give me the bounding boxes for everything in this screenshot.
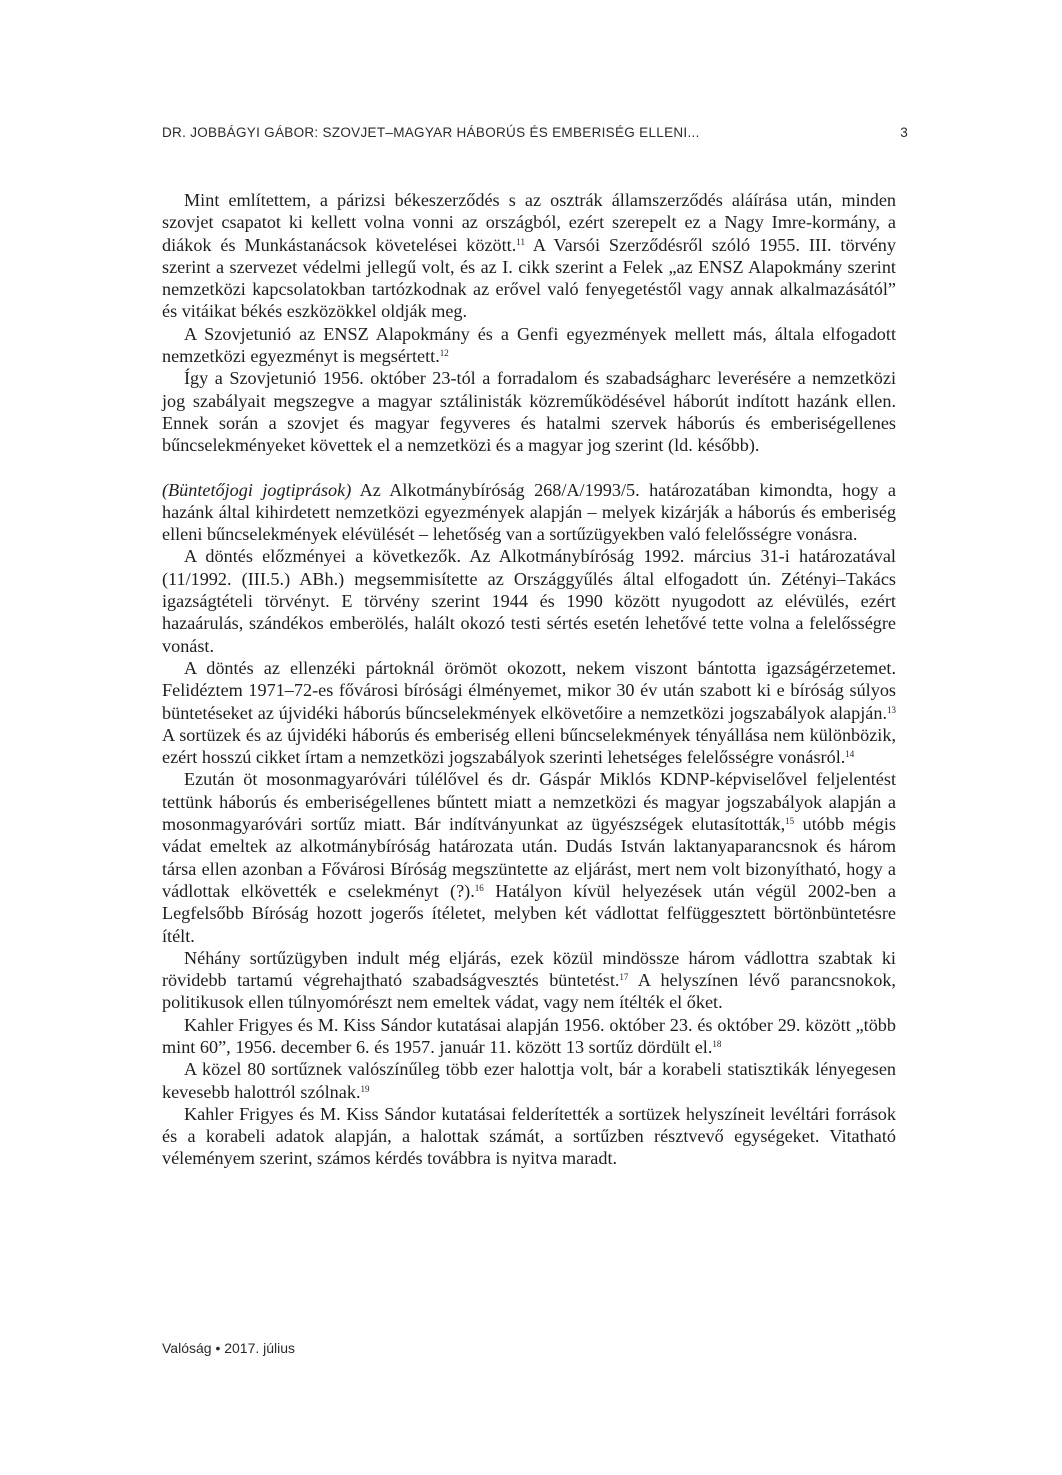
paragraph: A döntés az ellenzéki pártoknál örömöt okozott, nekem viszont bántotta igazságérzetemet. Felidéztem 1971–72-es fővárosi bírósági élményemet, mikor 30 év után szabott ki e bíróság súlyos büntetéseket az újvidéki háborús bűncselekmények elkövetőire a nemzetközi jogszabályok alapján.$^{13}$ A sortüzek és az újvidéki háborús és emberiség elleni bűncselekmények tényállása nem különbözik, ezért hosszú cikket írtam a nemzetközi jogszabályok szerinti lehetséges felelősségre vonásról.$^{14}$ <box>162 657 896 768</box>
paragraph: Ezután öt mosonmagyaróvári túlélővel és dr. Gáspár Miklós KDNP-képviselővel feljelentést tettünk háborús és emberiségellenes bűntett miatt a nemzetközi és magyar jogszabályok alapján a mosonmagyaróvári sortűz miatt. Bár indítványunkat az ügyészségek elutasították,$^{15}$ utóbb mégis vádat emeltek az alkotmánybíróság határozata után. Dudás István laktanyaparancsnok és három társa ellen azonban a Fővárosi Bíróság megszüntette az eljárást, mert nem volt bizonyítható, hogy a vádlottak elkövették e cselekményt (?).$^{16}$ Hatályon kívül helyezések után végül 2002-ben a Legfelsőbb Bíróság hozott jogerős ítéletet, melyben két vádlottat felfüggesztett börtönbüntetésre ítélt. <box>162 769 897 946</box>
footnote-ref[interactable]: 16 <box>474 882 484 893</box>
paragraph: A közel 80 sortűznek valószínűleg több ezer halottja volt, bár a korabeli statisztikák lényegesen kevesebb halottról szólnak.$^{19}$ <box>162 1059 896 1102</box>
paragraph: Kahler Frigyes és M. Kiss Sándor kutatásai felderítették a sortüzek helyszíneit levéltári források és a korabeli adatok alapján, a halottak számát, a sortűzben résztvevő egységeket. Vitatható véleményem szerint, számos kérdés továbbra is nyitva maradt. <box>162 1103 896 1169</box>
article-body <box>162 189 896 1170</box>
footnote-ref[interactable]: 12 <box>439 348 449 359</box>
paragraph: Mint említettem, a párizsi békeszerződés s az osztrák államszerződés aláírása után, minden szovjet csapatot ki kellett volna vonni az országból, ezért szerepelt ez a Nagy Imre-kormány, a diákok és Munkástanácsok követelései között.$^{11}$ A Varsói Szerződésről szóló 1955. III. törvény szerint a szervezet védelmi jellegű volt, és az I. cikk szerint a Felek „az ENSZ Alapokmány szerint nemzetközi kapcsolatokban tartózkodnak az erővel való fenyegetéstől vagy annak alkalmazásától” és vitáikat békés eszközökkel oldják meg. <box>162 190 896 322</box>
footnote-ref[interactable]: 14 <box>845 749 855 760</box>
footnote-ref[interactable]: 11 <box>516 236 525 247</box>
paragraph: A döntés előzményei a következők. Az Alkotmánybíróság 1992. március 31-i határozatával (11/1992. (III.5.) ABh.) megsemmisítette az Országgyűlés által elfogadott ún. Zétényi–Takács igazságtételi törvényt. E törvény szerint 1944 és 1990 között nyugodott az elévülés, ezért hazaárulás, szándékos emberölés, halált okozó testi sértés esetén lehetővé tette volna a felelősségre vonást. <box>162 546 896 656</box>
paragraph: Néhány sortűzügyben indult még eljárás, ezek közül mindössze három vádlottra szabtak ki rövidebb tartamú végrehajtható szabadságvesztés büntetést.$^{17}$ A helyszínen lévő parancsnokok, politikusok ellen túlnyomórészt nem emeltek vádat, vagy nem ítélték el őket. <box>162 947 896 1013</box>
footnote-ref[interactable]: 19 <box>360 1083 370 1094</box>
footnote-ref[interactable]: 15 <box>785 816 795 827</box>
running-header <box>162 125 908 145</box>
footnote-ref[interactable]: 17 <box>619 972 629 983</box>
running-title: DR. JOBBÁGYI GÁBOR: SZOVJET–MAGYAR HÁBORÚS ÉS EMBERISÉG ELLENI... <box>162 125 700 140</box>
footnote-ref[interactable]: 18 <box>712 1038 722 1049</box>
paragraph: A Szovjetunió az ENSZ Alapokmány és a Genfi egyezmények mellett más, általa elfogadott nemzetközi egyezményt is megsértett.$^{12}$ <box>162 323 896 367</box>
paragraph: Így a Szovjetunió 1956. október 23-tól a forradalom és szabadságharc leverésére a nemzetközi jog szabályait megszegve a magyar sztálinisták közreműködésével háborút indított hazánk ellen. Ennek során a szovjet és magyar fegyveres és hatalmi szervek háborús és emberiségellenes bűncselekményeket követtek el a nemzetközi és a magyar jog szerint (ld. később). <box>162 368 896 456</box>
paragraph: Kahler Frigyes és M. Kiss Sándor kutatásai alapján 1956. október 23. és október 29. között „több mint 60”, 1956. december 6. és 1957. január 11. között 13 sortűz dördült el.$^{18}$ <box>162 1014 896 1057</box>
footnote-ref[interactable]: 13 <box>887 704 896 715</box>
page-number: 3 <box>900 125 908 140</box>
page-footer: Valóság • 2017. július <box>162 1340 296 1356</box>
paragraph: (Büntetőjogi jogtiprások) Az Alkotmánybíróság 268/A/1993/5. határozatában kimondta, hogy a hazánk által kihirdetett nemzetközi egyezmények alapján – melyek kizárják a háborús és emberiség elleni bűncselekmények elévülését – lehetőség van a sortűzügyekben való felelősségre vonásra. <box>162 479 896 545</box>
section-lead: (Büntetőjogi jogtiprások) <box>162 479 352 500</box>
